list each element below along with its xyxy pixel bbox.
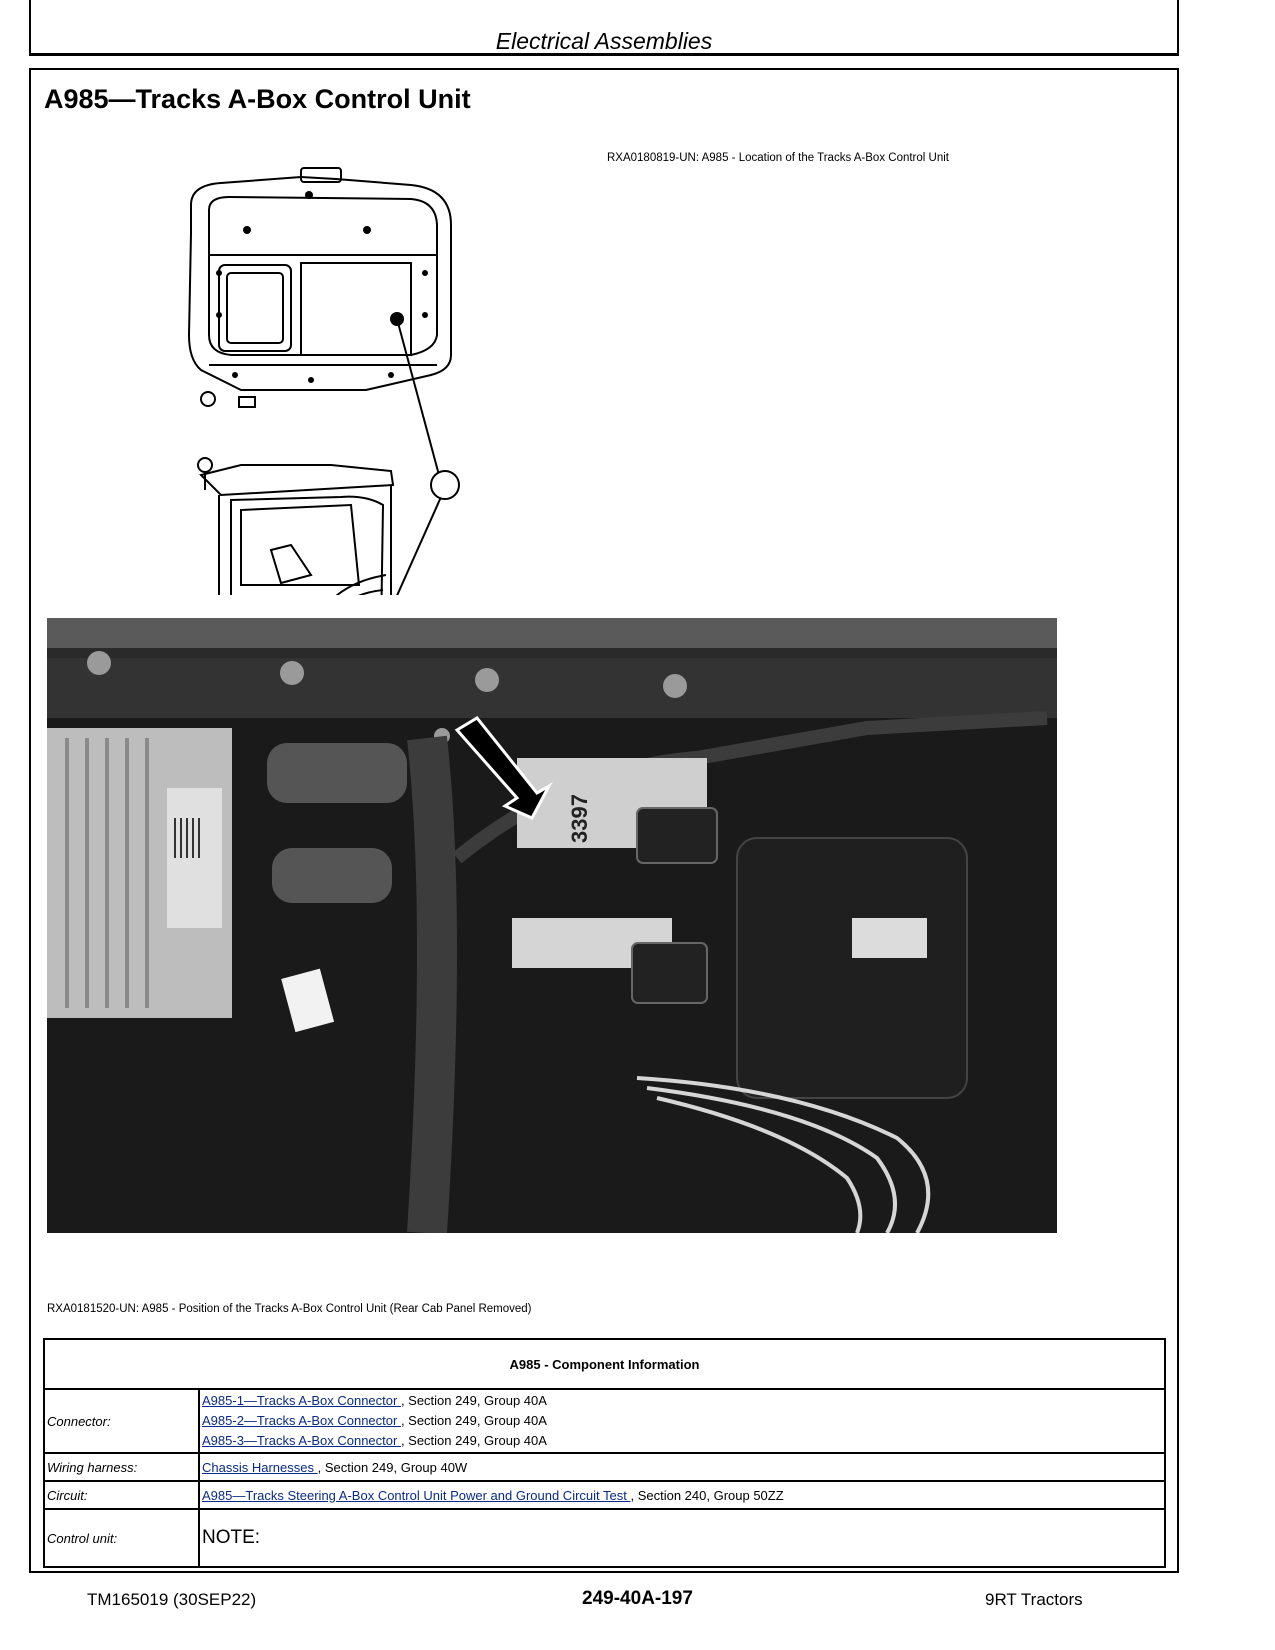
row-label: Wiring harness: [44,1453,199,1481]
component-info-table [43,1338,1166,1568]
section-title: Electrical Assemblies [495,28,713,54]
row-label: Connector: [44,1389,199,1453]
circuit-test-link[interactable]: A985—Tracks Steering A-Box Control Unit Power and Ground Circuit Test [202,1487,631,1503]
row-label: Control unit: [44,1509,199,1567]
unit-label-text: 3397 [567,794,592,843]
row-label: Circuit: [44,1481,199,1509]
cab-location-diagram [161,165,471,595]
connector-entry [202,1411,1163,1431]
footer-doc-id: TM165019 (30SEP22) [87,1590,257,1609]
entry-location: , Section 249, Group 40A [400,1433,547,1448]
connector-entry [202,1391,1163,1411]
row-value [199,1389,1165,1453]
connector-a985-3-link[interactable]: A985-3—Tracks A-Box Connector [202,1433,401,1448]
row-value [199,1481,1165,1509]
callout-bubble [431,471,459,499]
footer-product: 9RT Tractors [985,1590,1083,1609]
photo-figure-caption: RXA0181520-UN: A985 - Position of the Tracks A-Box Control Unit (Rear Cab Panel Removed) [47,1303,532,1315]
footer-page-number: 249-40A-197 [582,1588,693,1609]
control-unit-note: NOTE: [199,1509,1165,1567]
connector-a985-1-link[interactable]: A985-1—Tracks A-Box Connector [202,1393,401,1408]
table-row-connector [44,1389,1165,1453]
table-row-circuit [44,1481,1165,1509]
table-row-wiring-harness [44,1453,1165,1481]
entry-location: , Section 249, Group 40W [317,1459,468,1475]
table-heading: A985 - Component Information [44,1339,1165,1389]
section-header [29,0,1179,56]
entry-location: , Section 249, Group 40A [400,1413,547,1428]
connector-a985-2-link[interactable]: A985-2—Tracks A-Box Connector [202,1413,401,1428]
cab-side-view [198,458,393,595]
row-value [199,1453,1165,1481]
location-figure-caption: RXA0180819-UN: A985 - Location of the Tracks A-Box Control Unit [607,152,949,164]
content-frame [29,68,1179,1573]
entry-location: , Section 240, Group 50ZZ [630,1487,784,1503]
table-row-control-unit [44,1509,1165,1567]
page-title: A985—Tracks A-Box Control Unit [44,84,471,114]
chassis-harnesses-link[interactable]: Chassis Harnesses [202,1459,318,1475]
control-unit-photo [47,618,1057,1233]
entry-location: , Section 249, Group 40A [400,1393,547,1408]
connector-entry [202,1431,1163,1451]
cab-window-left [219,265,291,351]
